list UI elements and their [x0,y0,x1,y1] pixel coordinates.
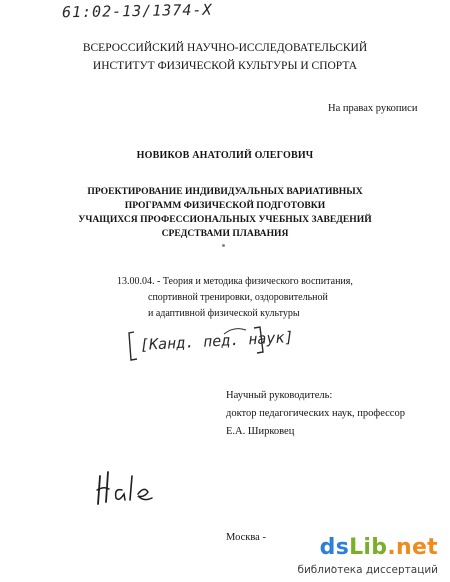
handwritten-signature [92,468,162,513]
logo-lib: Lib [349,535,388,560]
thesis-title-line: ПРОГРАММ ФИЗИЧЕСКОЙ ПОДГОТОВКИ [124,200,326,211]
advisor-name: Е.А. Ширковец [226,426,295,437]
city-line: Москва - [226,532,266,543]
logo-net: .net [387,535,438,560]
dslib-watermark [278,533,450,582]
thesis-title-line: ПРОЕКТИРОВАНИЕ ИНДИВИДУАЛЬНЫХ ВАРИАТИВНЫХ [87,186,363,197]
thesis-title-line: УЧАЩИХСЯ ПРОФЕССИОНАЛЬНЫХ УЧЕБНЫХ ЗАВЕДЕНИЙ [78,214,372,225]
institution-line-2: ИНСТИТУТ ФИЗИЧЕСКОЙ КУЛЬТУРЫ И СПОРТА [92,60,358,72]
specialty-line: и адаптивной физической культуры [148,308,300,319]
manuscript-note: На правах рукописи [328,103,418,114]
advisor-degree: доктор педагогических наук, профессор [226,408,405,419]
logo-ds: ds [319,535,350,560]
specialty-line: 13.00.04. - Теория и методика физического воспитания, [117,276,353,287]
degree-note-text: [Канд. пед. наук] [139,327,294,355]
dslib-logo [320,535,438,560]
author-name: НОВИКОВ АНАТОЛИЙ ОЛЕГОВИЧ [136,150,314,161]
watermark-subtitle: библиотека диссертаций [297,564,438,576]
advisor-label: Научный руководитель: [226,390,333,401]
thesis-title-line: СРЕДСТВАМИ ПЛАВАНИЯ [161,228,289,239]
handwritten-degree-note [120,322,294,364]
handwritten-catalog-code: 61:02-13/1374-Х [61,0,213,22]
scan-speck [222,244,225,247]
institution-line-1: ВСЕРОССИЙСКИЙ НАУЧНО-ИССЛЕДОВАТЕЛЬСКИЙ [82,42,368,54]
specialty-line: спортивной тренировки, оздоровительной [148,292,328,303]
signature-drawing [92,468,162,508]
